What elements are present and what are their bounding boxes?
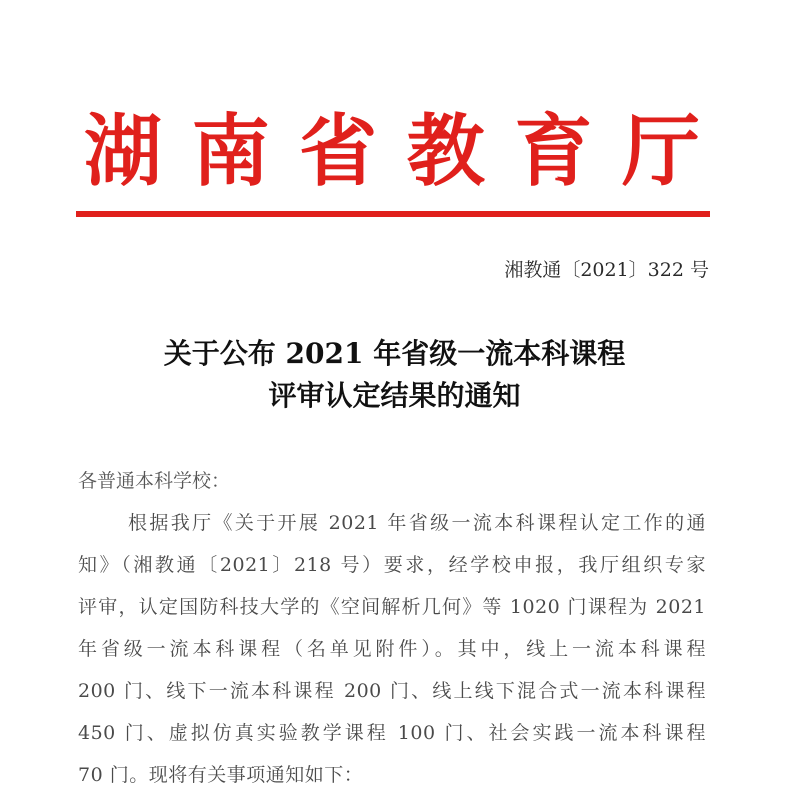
addressee: 各普通本科学校： [78,470,231,492]
body-paragraph-line: 450 门、虚拟仿真实验教学课程 100 门、社会实践一流本科课程 [78,722,706,744]
body-paragraph-line: 年省级一流本科课程（名单见附件）。其中，线上一流本科课程 [78,638,706,660]
letterhead-char: 湖 [83,107,162,197]
letterhead [78,102,706,202]
letterhead-char: 省 [299,107,378,197]
body-paragraph-line: 70 门。现将有关事项通知如下： [78,764,364,786]
letterhead-divider [76,211,710,217]
body-paragraph-line: 知》（湘教通〔2021〕218 号）要求，经学校申报，我厅组织专家 [78,554,706,576]
letterhead-char: 厅 [621,107,700,197]
letterhead-char: 南 [191,107,270,197]
body-paragraph-line: 根据我厅《关于开展 2021 年省级一流本科课程认定工作的通 [128,512,706,534]
body-paragraph-line: 评审，认定国防科技大学的《空间解析几何》等 1020 门课程为 2021 [78,596,706,618]
document-number: 湘教通〔2021〕322 号 [504,259,709,281]
document-title-line-2: 评审认定结果的通知 [268,379,521,412]
letterhead-char: 育 [514,107,593,197]
body-paragraph-line: 200 门、线下一流本科课程 200 门、线上线下混合式一流本科课程 [78,680,706,702]
letterhead-char: 教 [406,107,485,197]
document-title-line-1: 关于公布 2021 年省级一流本科课程 [163,337,626,370]
